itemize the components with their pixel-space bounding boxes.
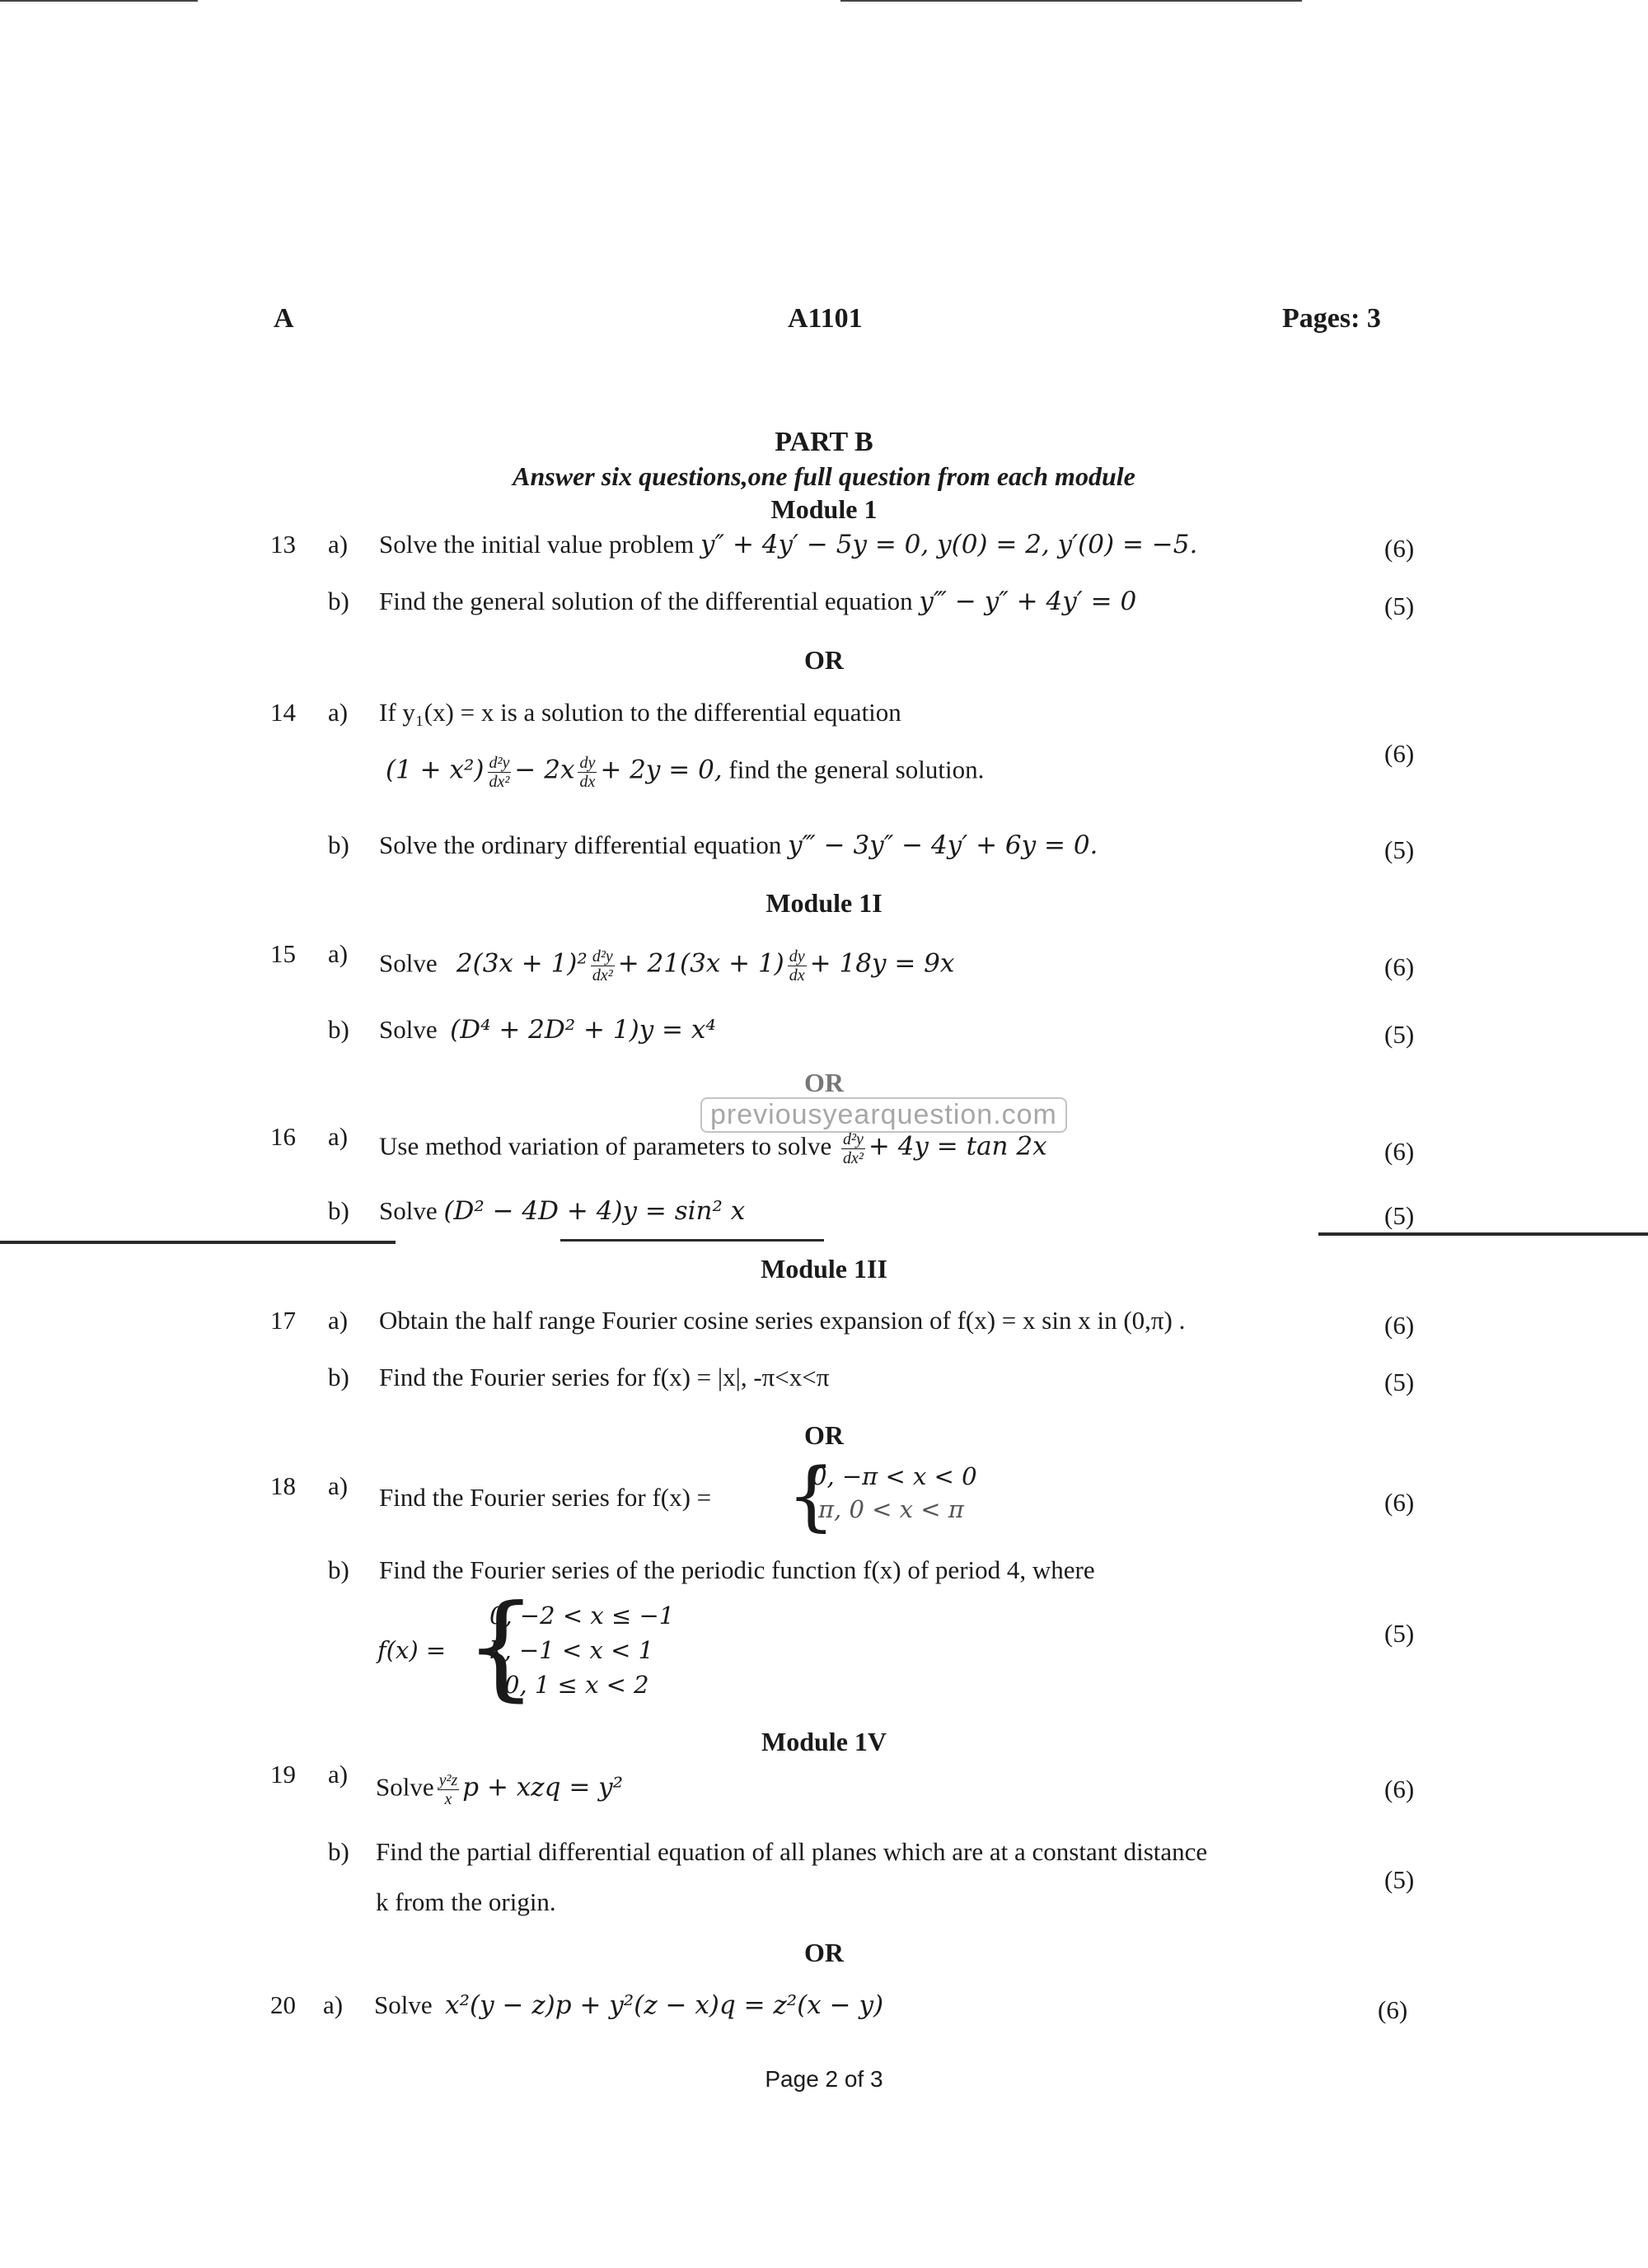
q19-a-frac-den: x (444, 1790, 452, 1808)
q13-a-words: Solve the initial value problem (379, 530, 695, 559)
q20-a-words: Solve (374, 1990, 433, 2019)
q18-b-case3: 0, 1 ≤ x < 2 (504, 1671, 649, 1699)
q18-number: 18 (270, 1471, 296, 1500)
q14-b-words: Solve the ordinary differential equation (379, 830, 782, 859)
q14-b-equation: y‴ − 3y″ − 4y′ + 6y = 0. (788, 830, 1098, 860)
q17-a-label: a) (328, 1306, 349, 1335)
q15-a-eq-post: + 18y = 9x (809, 948, 955, 979)
q20-a-marks: (6) (1378, 1995, 1408, 2024)
q18-b-text: Find the Fourier series of the periodic function f(x) of period 4, where (379, 1555, 1095, 1584)
scan-fold-line-mid (560, 1239, 824, 1242)
q13-a-text (379, 530, 1197, 559)
paper-code: A1101 (788, 303, 863, 334)
q14-b-label: b) (328, 830, 349, 859)
q13-a-label: a) (328, 530, 349, 559)
q13-b-text (379, 587, 1136, 616)
paper-set-label: A (274, 303, 294, 334)
q15-b-label: b) (328, 1015, 349, 1044)
q15-a-text (379, 947, 954, 984)
scan-top-line-right (840, 0, 1302, 2)
q13-number: 13 (270, 530, 296, 559)
q14-b-text (379, 830, 1098, 860)
scan-fold-line-right (1318, 1232, 1648, 1236)
q18-b-brace: { (465, 1580, 537, 1713)
q16-a-label: a) (328, 1122, 349, 1151)
or-divider-3: OR (804, 1420, 844, 1450)
q18-a-label: a) (328, 1471, 349, 1500)
q14-a-frac1-den: dx² (489, 773, 510, 791)
q17-number: 17 (270, 1306, 296, 1335)
q15-a-eq-mid: + 21(3x + 1) (617, 948, 784, 979)
q14-a-frac1 (488, 754, 512, 791)
q19-number: 19 (270, 1760, 296, 1789)
q15-a-words: Solve (379, 948, 438, 978)
q18-b-fx: f(x) = (377, 1636, 447, 1664)
q16-a-marks: (6) (1384, 1137, 1415, 1166)
or-divider-1: OR (804, 645, 844, 675)
q20-number: 20 (270, 1990, 296, 2019)
q16-a-text (379, 1130, 1047, 1167)
q15-b-marks: (5) (1384, 1020, 1415, 1049)
q19-a-eq-post: p + xzq = y² (462, 1772, 624, 1803)
q14-a-eq-tail: find the general solution. (728, 755, 985, 784)
module-3-heading: Module 1II (761, 1254, 887, 1284)
q15-b-text (379, 1015, 716, 1045)
q13-a-equation: y″ + 4y′ − 5y = 0, y(0) = 2, y′(0) = −5. (700, 530, 1198, 559)
q14-a-marks: (6) (1384, 739, 1415, 768)
q20-a-text (374, 1990, 883, 2020)
q15-a-frac2-num: dy (789, 947, 805, 966)
q18-b-case1: 0, −2 < x ≤ −1 (489, 1602, 675, 1630)
scan-fold-line-left (0, 1241, 396, 1244)
q17-b-label: b) (328, 1363, 349, 1391)
q15-a-frac1-den: dx² (592, 966, 613, 984)
q15-a-frac2 (788, 947, 807, 984)
q17-b-text: Find the Fourier series for f(x) = |x|, -π<x<π (379, 1363, 830, 1391)
q20-a-equation: x²(y − z)p + y²(z − x)q = z²(x − y) (445, 1990, 884, 2020)
part-title: PART B (775, 427, 873, 457)
q19-b-label: b) (328, 1837, 349, 1866)
q16-b-equation: (D² − 4D + 4)y = sin² x (443, 1196, 746, 1226)
q18-a-brace: { (787, 1452, 836, 1540)
q16-b-text (379, 1196, 745, 1226)
q19-a-label: a) (328, 1760, 349, 1789)
q14-a-text: If y₁(x) = x is a solution to the differential equation (379, 698, 901, 727)
q19-b-text-line1: Find the partial differential equation of all planes which are at a constant distance (376, 1837, 1208, 1866)
q19-a-frac (438, 1771, 460, 1808)
q19-a-words: Solve (376, 1772, 434, 1802)
q16-b-label: b) (328, 1196, 349, 1225)
q19-a-text (376, 1771, 623, 1808)
q16-a-frac-den: dx² (842, 1149, 864, 1167)
q13-b-equation: y‴ − y″ + 4y′ = 0 (919, 587, 1137, 616)
q15-b-equation: (D⁴ + 2D² + 1)y = x⁴ (450, 1015, 716, 1045)
or-divider-2: OR (804, 1068, 844, 1097)
page-footer: Page 2 of 3 (765, 2066, 883, 2092)
q18-a-case1: 0, −π < x < 0 (812, 1462, 977, 1490)
q17-a-text: Obtain the half range Fourier cosine series expansion of f(x) = x sin x in (0,π) . (379, 1306, 1186, 1335)
q14-a-equation (386, 754, 984, 791)
q16-b-marks: (5) (1384, 1201, 1415, 1230)
page-count: Pages: 3 (1282, 303, 1381, 334)
q15-b-words: Solve (379, 1015, 438, 1044)
q20-a-label: a) (323, 1990, 344, 2019)
q14-a-eq-mid: − 2x (514, 755, 575, 785)
q14-a-frac1-num: d²y (489, 754, 510, 772)
q14-number: 14 (270, 698, 296, 727)
instruction: Answer six questions,one full question from each module (513, 461, 1135, 491)
q14-a-frac2 (578, 754, 597, 791)
module-1-heading: Module 1 (770, 494, 878, 524)
q16-b-words: Solve (379, 1196, 438, 1225)
q15-a-frac1-num: d²y (592, 947, 613, 966)
q17-a-marks: (6) (1384, 1311, 1415, 1340)
q19-b-marks: (5) (1384, 1865, 1415, 1894)
q18-b-case2: k, −1 < x < 1 (489, 1636, 654, 1664)
or-divider-4: OR (804, 1938, 844, 1967)
q14-a-frac2-den: dx (579, 773, 596, 791)
q18-a-marks: (6) (1384, 1488, 1415, 1517)
q16-a-frac-num: d²y (842, 1130, 864, 1148)
q14-a-eq-post: + 2y = 0, (600, 755, 723, 785)
q15-number: 15 (270, 939, 296, 968)
watermark-logo: previousyearquestion.com (700, 1097, 1067, 1133)
q16-a-eq-post: + 4y = tan 2x (868, 1131, 1047, 1162)
q16-number: 16 (270, 1122, 296, 1151)
q15-a-frac2-den: dx (789, 966, 805, 984)
q13-a-marks: (6) (1384, 534, 1415, 563)
q19-b-text-line2: k from the origin. (376, 1887, 556, 1916)
module-4-heading: Module 1V (761, 1727, 887, 1756)
q15-a-eq-pre: 2(3x + 1)² (456, 948, 588, 979)
q15-a-label: a) (328, 939, 349, 968)
q14-b-marks: (5) (1384, 835, 1415, 864)
module-2-heading: Module 1I (765, 888, 883, 918)
q18-b-marks: (5) (1384, 1619, 1415, 1648)
scan-top-line-left (0, 0, 198, 2)
q18-a-text: Find the Fourier series for f(x) = (379, 1483, 712, 1512)
q14-a-eq-pre: (1 + x²) (386, 755, 485, 785)
q19-a-frac-num: y²z (438, 1771, 458, 1789)
q15-a-frac1 (591, 947, 615, 984)
q13-b-words: Find the general solution of the differential equation (379, 587, 913, 615)
q13-b-label: b) (328, 587, 349, 615)
q16-a-words: Use method variation of parameters to solve (379, 1131, 832, 1161)
q13-b-marks: (5) (1384, 592, 1415, 620)
q18-b-label: b) (328, 1555, 349, 1584)
q16-a-frac (841, 1130, 865, 1167)
q17-b-marks: (5) (1384, 1368, 1415, 1396)
q14-a-label: a) (328, 698, 349, 727)
q15-a-marks: (6) (1384, 952, 1415, 981)
q18-a-case2: π, 0 < x < π (818, 1495, 964, 1523)
q19-a-marks: (6) (1384, 1775, 1415, 1803)
q14-a-frac2-num: dy (579, 754, 596, 772)
